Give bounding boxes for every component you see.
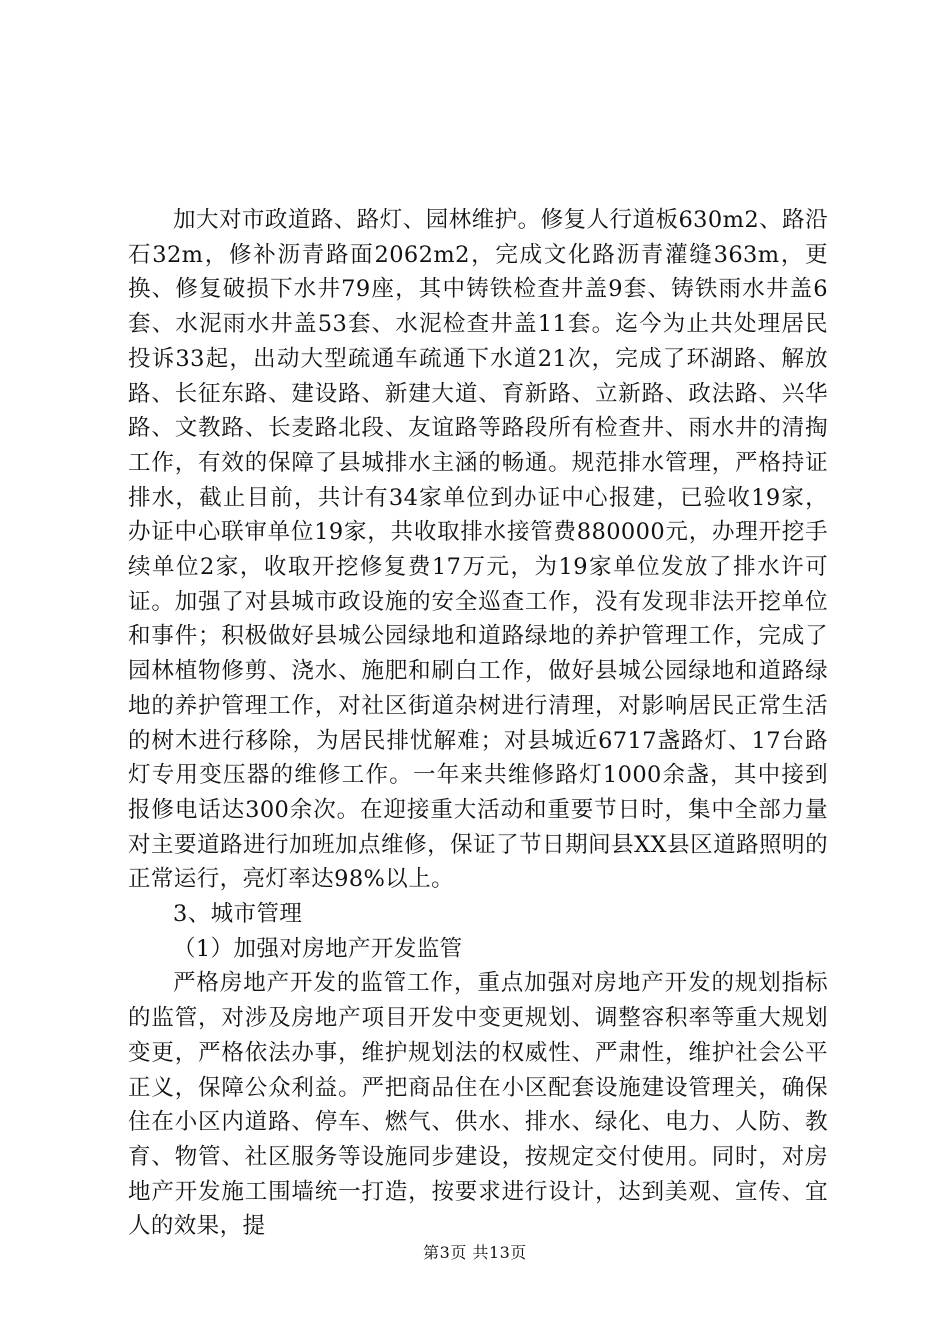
paragraph-municipal-maintenance: 加大对市政道路、路灯、园林维护。修复人行道板630m2、路沿石32m，修补沥青路面2062m2，完成文化路沥青灌缝363m，更换、修复破损下水井79座，其中铸铁检查井盖9套、铸铁雨水井盖6套、水泥雨水井盖53套、水泥检查井盖11套。迄今为止共处理居民投诉33起，出动大型疏通车疏通下水道21次，完成了环湖路、解放路、长征东路、建设路、新建大道、育新路、立新路、政法路、兴华路、文教路、长麦路北段、友谊路等路段所有检查井、雨水井的清掏工作，有效的保障了县城排水主涵的畅通。规范排水管理，严格持证排水，截止目前，共计有34家单位到办证中心报建，已验收19家，办证中心联审单位19家，共收取排水接管费880000元，办理开挖手续单位2家，收取开挖修复费17万元，为19家单位发放了排水许可证。加强了对县城市政设施的安全巡查工作，没有发现非法开挖单位和事件；积极做好县城公园绿地和道路绿地的养护管理工作，完成了园林植物修剪、浇水、施肥和刷白工作，做好县城公园绿地和道路绿地的养护管理工作，对社区街道杂树进行清理，对影响居民正常生活的树木进行移除，为居民排忧解难；对县城近6717盏路灯、17台路灯专用变压器的维修工作。一年来共维修路灯1000余盏，其中接到报修电话达300余次。在迎接重大活动和重要节日时，集中全部力量对主要道路进行加班加点维修，保证了节日期间县XX县区道路照明的正常运行，亮灯率达98%以上。 bbox=[128, 207, 828, 893]
section-heading-urban-management: 3、城市管理 bbox=[173, 901, 303, 928]
paragraph-real-estate-supervision: 严格房地产开发的监管工作，重点加强对房地产开发的规划指标的监管，对涉及房地产项目开发中变更规划、调整容积率等重大规划变更，严格依法办事，维护规划法的权威性、严肃性，维护社会公平正义，保障公众利益。严把商品住在小区配套设施建设管理关，确保住在小区内道路、停车、燃气、供水、排水、绿化、电力、人防、教育、物管、社区服务等设施同步建设，按规定交付使用。同时，对房地产开发施工围墙统一打造，按要求进行设计，达到美观、宣传、宜人的效果，提 bbox=[128, 970, 828, 1240]
subsection-heading-real-estate-supervision: （1）加强对房地产开发监管 bbox=[173, 935, 463, 962]
page-number-footer: 第3页 共13页 bbox=[423, 1243, 527, 1262]
document-body bbox=[128, 203, 828, 1244]
